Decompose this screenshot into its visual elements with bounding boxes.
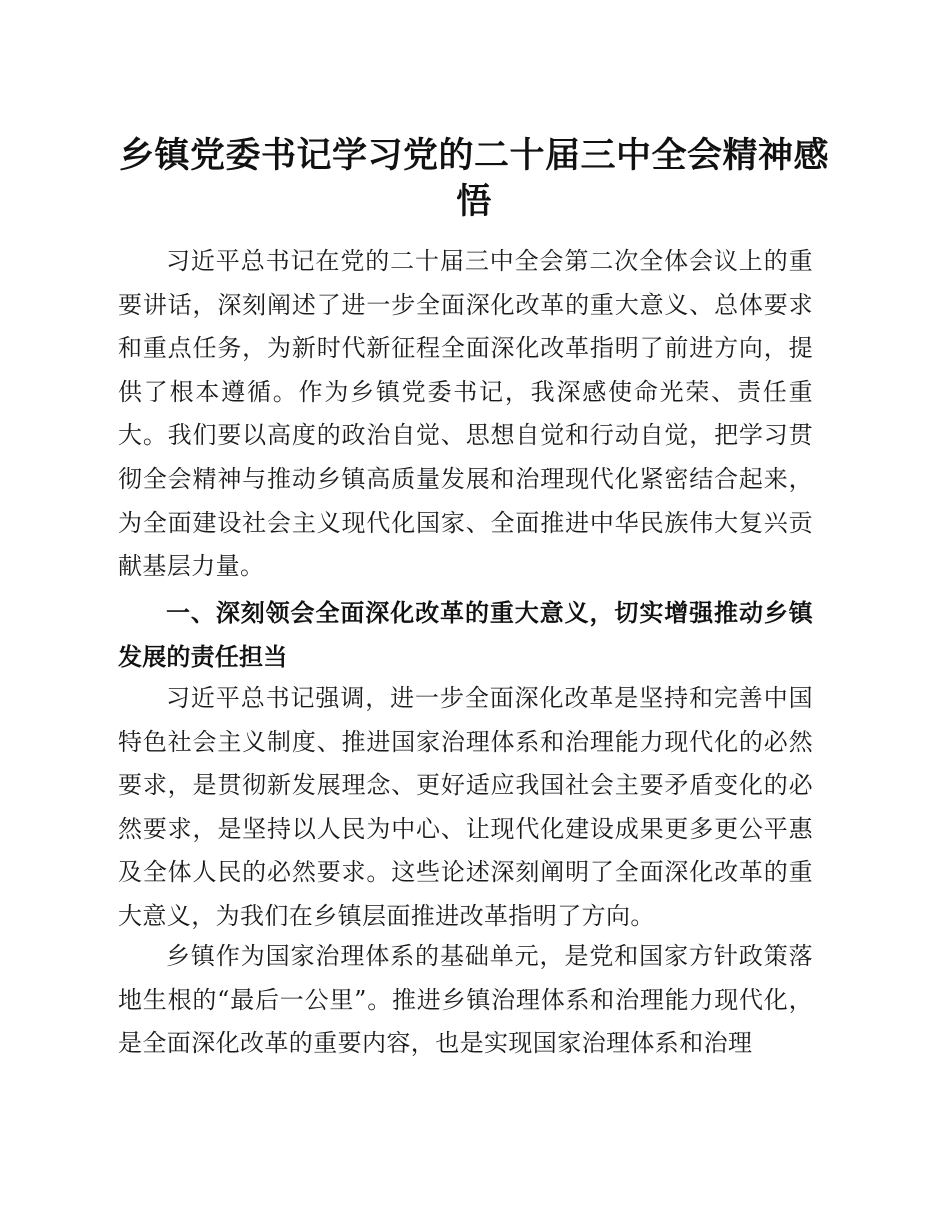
section-paragraph-2: 乡镇作为国家治理体系的基础单元，是党和国家方针政策落地生根的“最后一公里”。推进乡镇治理体系和治理能力现代化，是全面深化改革的重要内容，也是实现国家治理体系和治理	[118, 942, 813, 1058]
section-paragraph-1: 习近平总书记强调，进一步全面深化改革是坚持和完善中国特色社会主义制度、推进国家治理体系和治理能力现代化的必然要求，是贯彻新发展理念、更好适应我国社会主要矛盾变化的必然要求，是坚持以人民为中心、让现代化建设成果更多更公平惠及全体人民的必然要求。这些论述深刻阐明了全面深化改革的重大意义，为我们在乡镇层面推进改革指明了方向。	[118, 684, 813, 930]
section-heading: 一、深刻领会全面深化改革的重大意义，切实增强推动乡镇发展的责任担当	[118, 599, 813, 671]
intro-paragraph: 习近平总书记在党的二十届三中全会第二次全体会议上的重要讲话，深刻阐述了进一步全面深化改革的重大意义、总体要求和重点任务，为新时代新征程全面深化改革指明了前进方向，提供了根本遵循。作为乡镇党委书记，我深感使命光荣、责任重大。我们要以高度的政治自觉、思想自觉和行动自觉，把学习贯彻全会精神与推动乡镇高质量发展和治理现代化紧密结合起来，为全面建设社会主义现代化国家、全面推进中华民族伟大复兴贡献基层力量。	[118, 247, 813, 581]
document-title: 乡镇党委书记学习党的二十届三中全会精神感悟	[118, 135, 829, 222]
